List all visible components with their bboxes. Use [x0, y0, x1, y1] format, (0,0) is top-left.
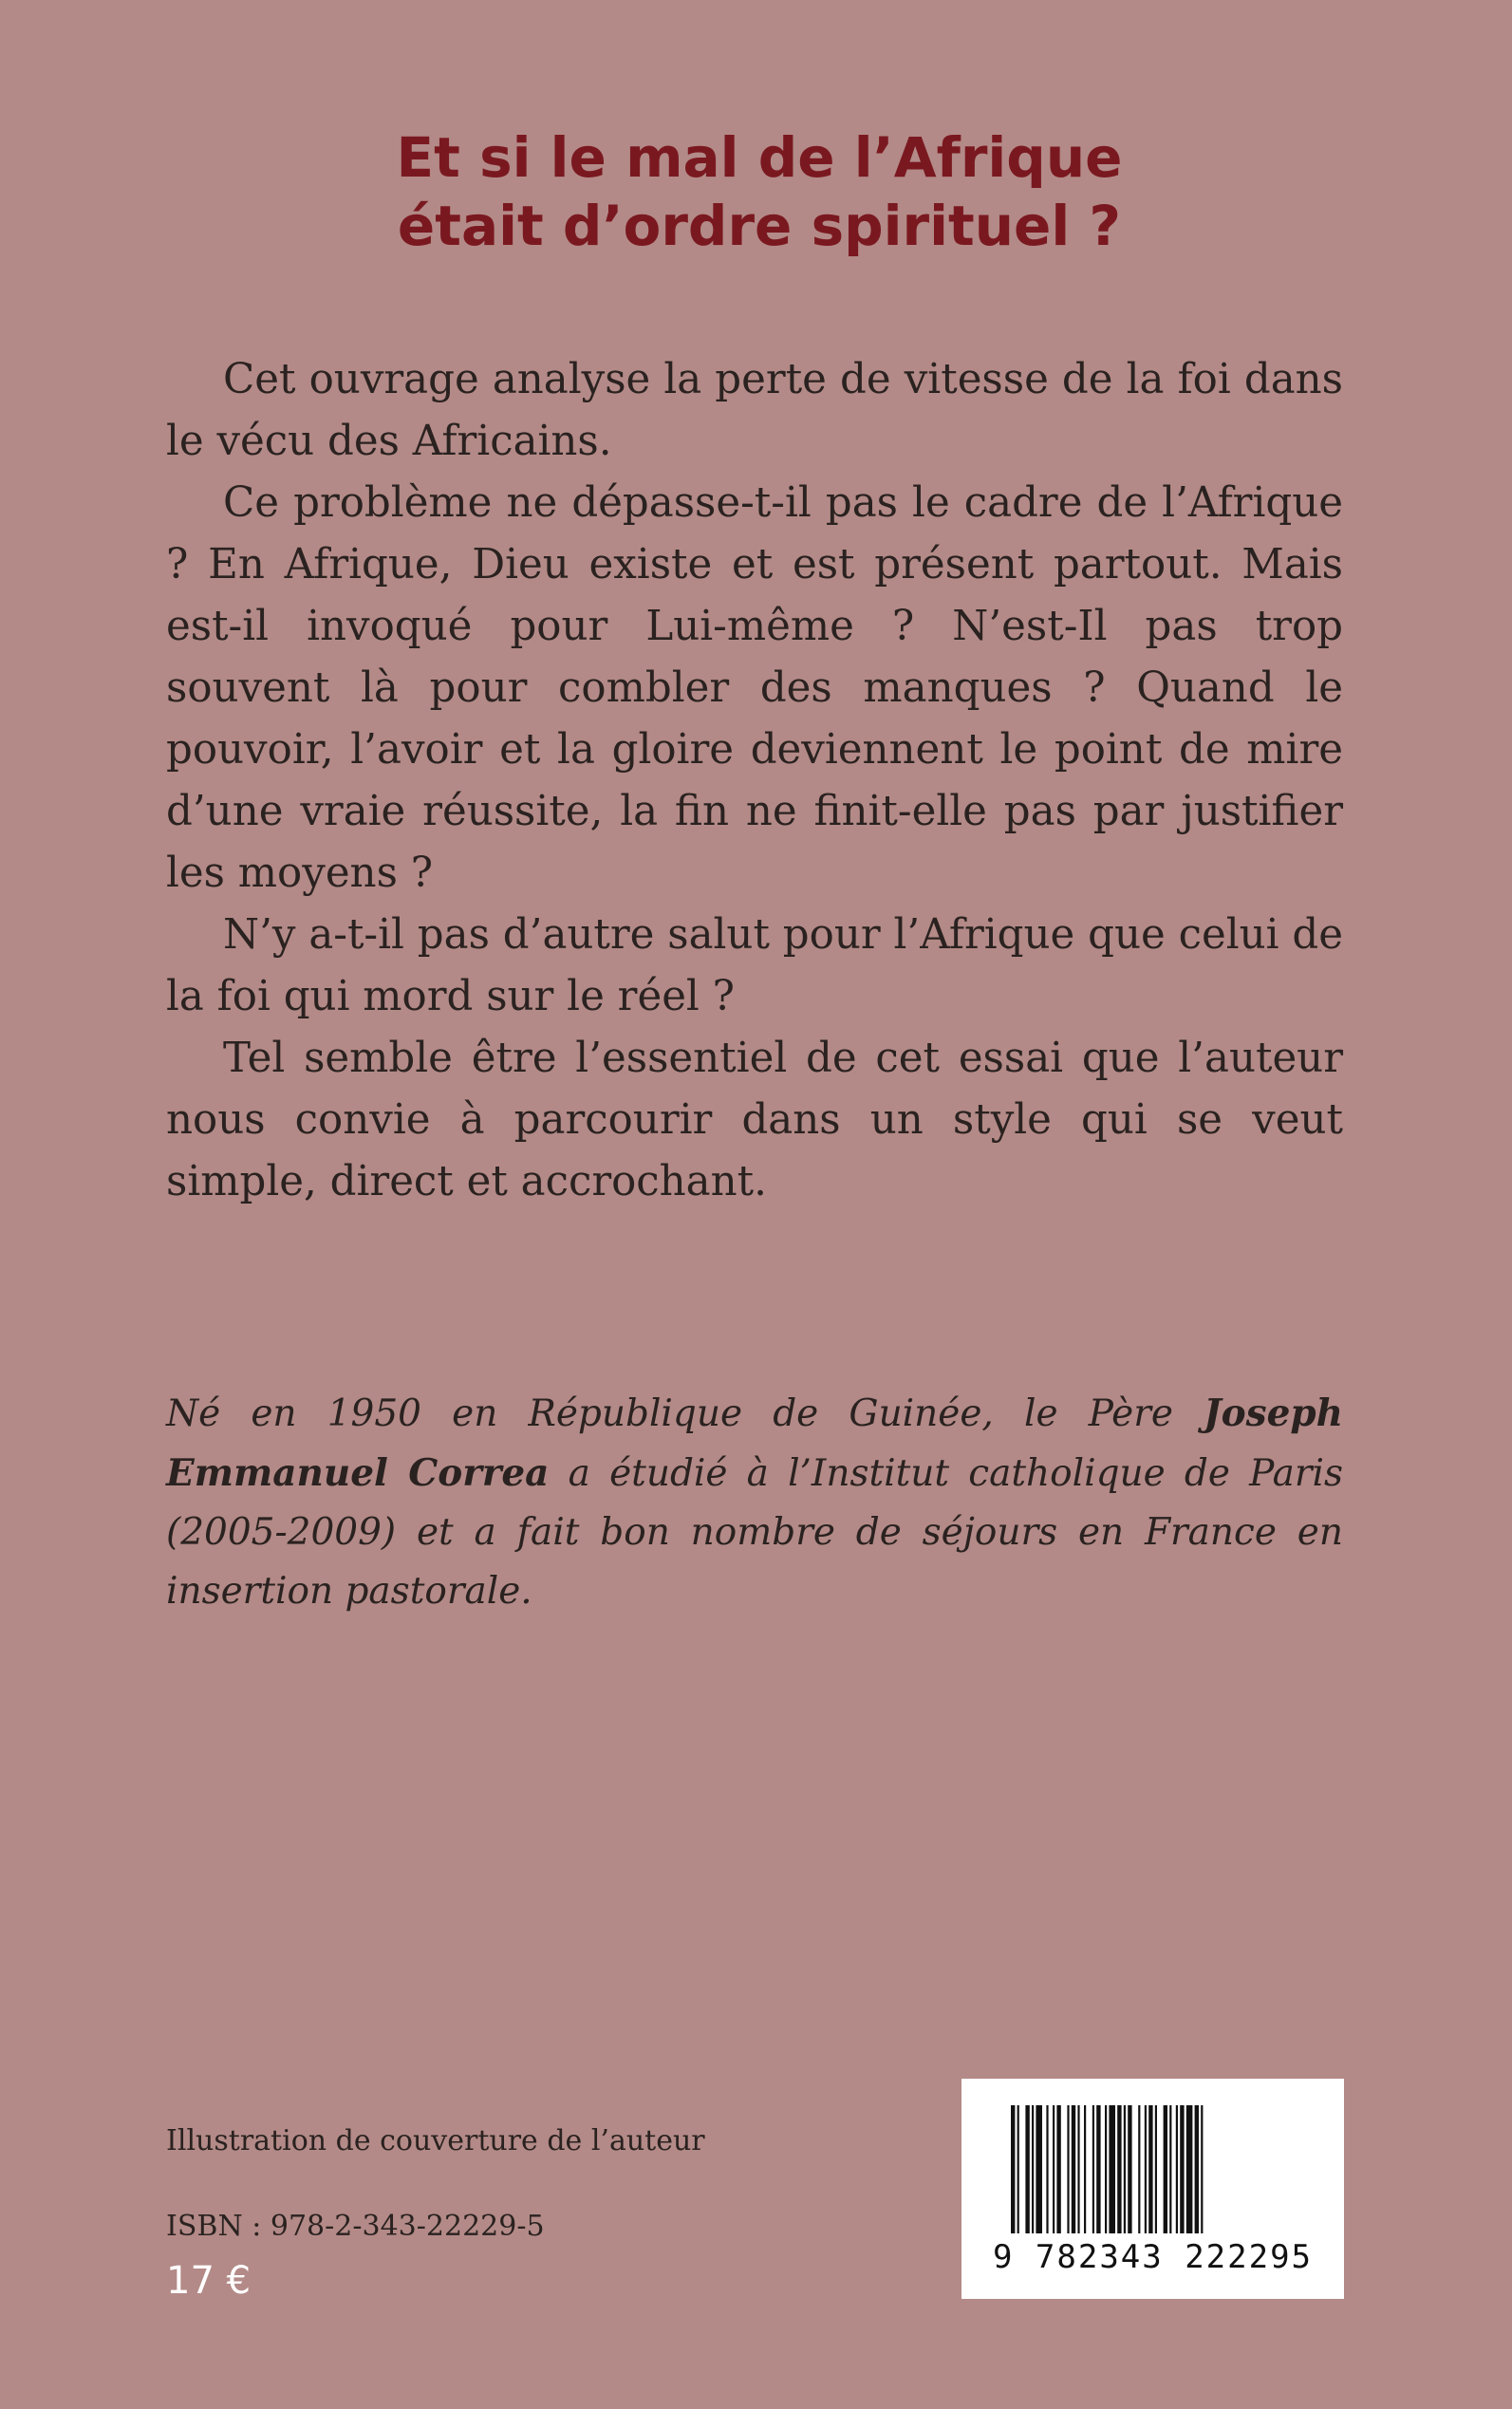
- barcode-bar: [1138, 2105, 1140, 2233]
- barcode: [961, 2079, 1344, 2299]
- barcode-bar: [1072, 2105, 1075, 2233]
- summary-paragraph-2: Ce problème ne dépasse-t-il pas le cadre de l’Afrique ? En Afrique, Dieu existe et est présent partout. Mais est-il invoqué pour Lui-même ? N’est-Il pas trop souvent là pour combler des manques ? Quand le pouvoir, l’avoir et la gloire deviennent le point de mire d’une vraie réussite, la fin ne finit-elle pas par justifier les moyens ?: [166, 479, 1343, 897]
- barcode-bar: [1046, 2105, 1048, 2233]
- barcode-bar: [1201, 2105, 1203, 2233]
- barcode-bar: [1186, 2105, 1193, 2233]
- author-bio: [166, 1384, 1343, 1621]
- summary-paragraph-4: Tel semble être l’essentiel de cet essai que l’auteur nous convie à parcourir dans un style qui se veut simple, direct et accrochant.: [166, 1035, 1343, 1205]
- barcode-bar: [1195, 2105, 1199, 2233]
- isbn: ISBN : 978-2-343-22229-5: [166, 2210, 545, 2243]
- barcode-bar: [1105, 2105, 1107, 2233]
- barcode-bar: [1155, 2105, 1157, 2233]
- barcode-bar: [1117, 2105, 1121, 2233]
- barcode-bar: [1084, 2105, 1086, 2233]
- barcode-bar: [1164, 2105, 1167, 2233]
- price: 17 €: [166, 2259, 252, 2303]
- author-bio-details: a étudié à l’Institut catholique de Paris (2005-2009) et a fait bon nombre de séjours en France en insertion pastorale.: [166, 1452, 1343, 1613]
- barcode-bar: [1067, 2105, 1069, 2233]
- barcode-bar: [1017, 2105, 1019, 2233]
- barcode-digits: 9 782343 222295: [992, 2238, 1314, 2276]
- cover-illustration-credit: Illustration de couverture de l’auteur: [166, 2124, 705, 2157]
- barcode-bar: [1124, 2105, 1126, 2233]
- summary-paragraph-3: N’y a-t-il pas d’autre salut pour l’Afrique que celui de la foi qui mord sur le réel ?: [166, 911, 1343, 1020]
- barcode-bar: [1092, 2105, 1094, 2233]
- barcode-bar: [1176, 2105, 1178, 2233]
- book-title-line-2: était d’ordre spirituel ?: [397, 194, 1122, 258]
- author-bio-intro: Né en 1950 en République de Guinée, le Père: [166, 1392, 1204, 1435]
- barcode-bar: [1077, 2105, 1079, 2233]
- barcode-bar: [1148, 2105, 1152, 2233]
- barcode-bar: [1025, 2105, 1029, 2233]
- barcode-bar: [1169, 2105, 1171, 2233]
- barcode-bar: [1053, 2105, 1055, 2233]
- book-title: [285, 123, 1234, 260]
- barcode-bar: [1011, 2105, 1015, 2233]
- barcode-bar: [1096, 2105, 1100, 2233]
- barcode-bar: [1056, 2105, 1060, 2233]
- barcode-bar: [1109, 2105, 1115, 2233]
- author-name: Joseph Emmanuel Correa: [166, 1391, 1343, 1495]
- barcode-bar: [1180, 2105, 1184, 2233]
- book-summary: [166, 349, 1343, 1213]
- barcode-bar: [1128, 2105, 1131, 2233]
- barcode-bar: [1036, 2105, 1042, 2233]
- book-title-line-1: Et si le mal de l’Afrique: [396, 125, 1123, 190]
- summary-paragraph-1: Cet ouvrage analyse la perte de vitesse de la foi dans le vécu des Africains.: [166, 356, 1343, 465]
- barcode-bar: [1145, 2105, 1147, 2233]
- barcode-bar: [1032, 2105, 1034, 2233]
